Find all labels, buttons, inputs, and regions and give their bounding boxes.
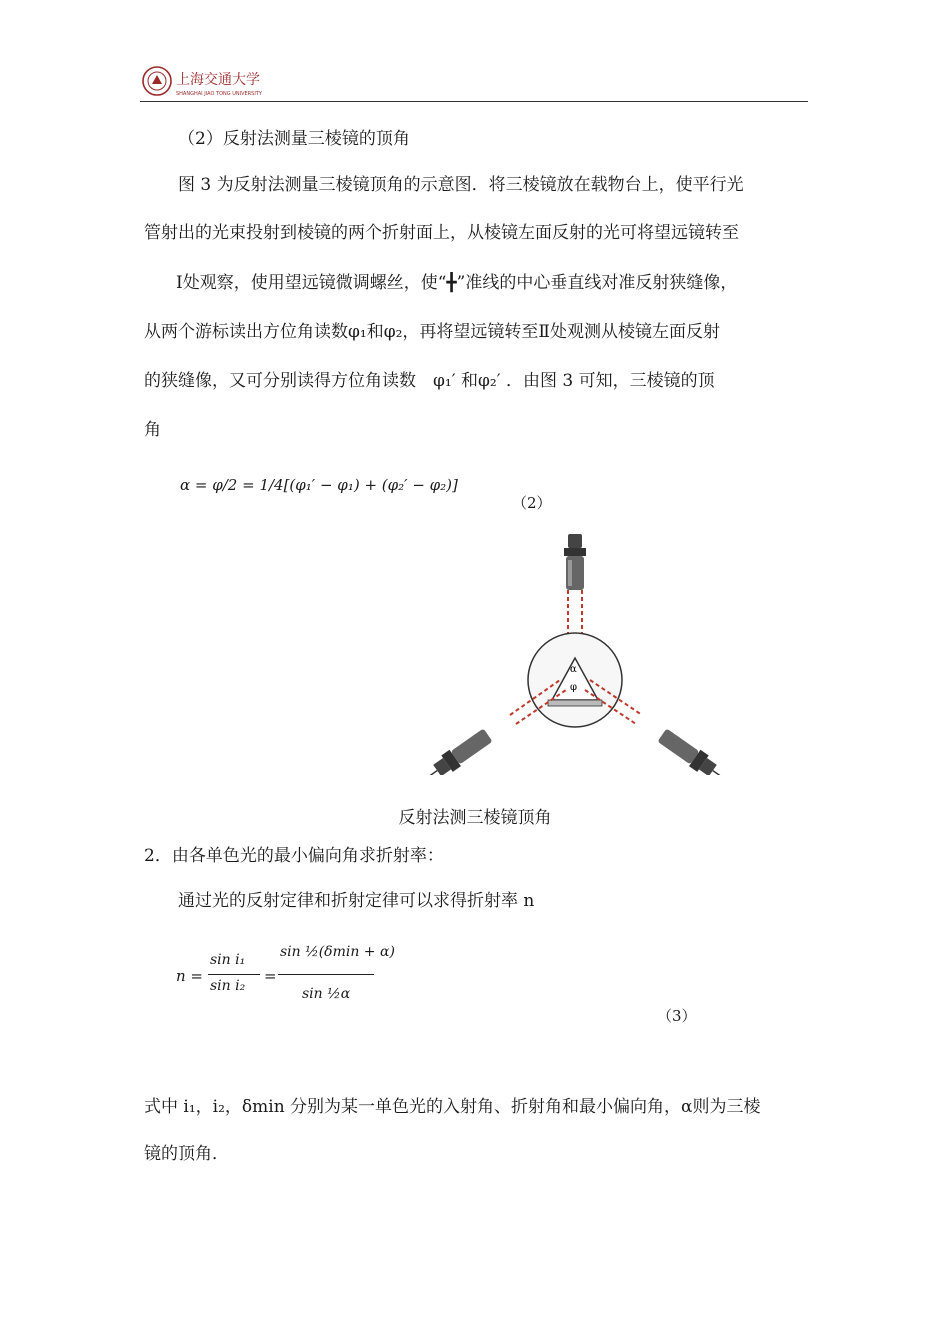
- formula3-frac2-den: sin ½α: [302, 986, 351, 1002]
- diagram-phi: φ: [570, 682, 578, 693]
- para1-line4: 从两个游标读出方位角读数φ₁和φ₂，再将望远镜转至Ⅱ处观测从棱镜左面反射: [144, 322, 720, 342]
- equation-number-2: （2）: [512, 494, 552, 512]
- para1-line3: Ⅰ处观察，使用望远镜微调螺丝，使“╋”准线的中心垂直线对准反射狭缝像，: [176, 273, 738, 293]
- diagram-alpha: α: [570, 664, 577, 675]
- logo-en-text: SHANGHAI JIAO TONG UNIVERSITY: [176, 91, 262, 97]
- header-rule: [140, 101, 808, 102]
- telescope-left: [430, 727, 494, 775]
- formula3-frac1-den: sin i₂: [210, 978, 246, 994]
- para1-line2: 管射出的光束投射到棱镜的两个折射面上，从棱镜左面反射的光可将望远镜转至: [144, 223, 739, 243]
- prism-reflection-diagram: [430, 530, 730, 775]
- item2-intro: 通过光的反射定律和折射定律可以求得折射率 n: [178, 891, 535, 911]
- formula3-frac2-num: sin ½(δmin + α): [280, 944, 395, 960]
- para1-line6: 角: [144, 420, 161, 440]
- figure-caption: 反射法测三棱镜顶角: [398, 808, 552, 828]
- formula3-lhs: n =: [176, 967, 203, 985]
- telescope-right: [656, 727, 730, 775]
- closing-line1: 式中 i₁，i₂，δmin 分别为某一单色光的入射角、折射角和最小偏向角，α则为三棱: [144, 1097, 761, 1117]
- formula-3: [176, 940, 396, 1020]
- formula-2: α = φ/2 = 1/4[(φ₁′ − φ₁) + (φ₂′ − φ₂)]: [180, 476, 458, 494]
- para1-line5: 的狭缝像，又可分别读得方位角读数 φ₁′ 和φ₂′ ．由图 3 可知，三棱镜的顶: [144, 371, 715, 391]
- telescope-top: [564, 534, 586, 590]
- section-title: （2）反射法测量三棱镜的顶角: [178, 129, 410, 149]
- logo-cn-text: 上海交通大学: [176, 72, 260, 88]
- closing-line2: 镜的顶角．: [144, 1144, 229, 1164]
- university-logo: [140, 62, 270, 102]
- item2-title: 2．由各单色光的最小偏向角求折射率：: [144, 846, 444, 866]
- equation-number-3: （3）: [657, 1007, 697, 1025]
- para1-line1: 图 3 为反射法测量三棱镜顶角的示意图．将三棱镜放在载物台上，使平行光: [178, 175, 744, 195]
- formula3-eq: =: [264, 967, 277, 985]
- formula3-frac1-num: sin i₁: [210, 952, 246, 968]
